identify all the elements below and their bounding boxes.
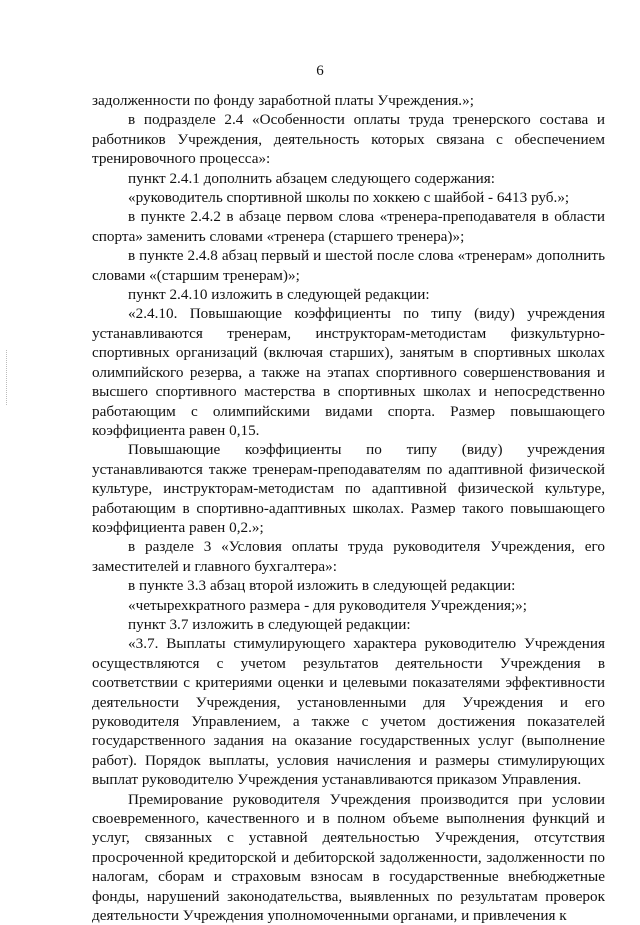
paragraph: Премирование руководителя Учреждения производится при условии своевременного, качественного и в полном объеме выполнения функций и услуг, связанных с уставной деятельностью Учреждения, отсутствия просроченной кредиторской и дебиторской задолженности, задолженности по налогам, сборам и страховым взносам в государственные внебюджетные фонды, нарушений законодательства, выявленных по результатам проверок деятельности Учреждения уполномоченными органами, и привлечения к xyxy=(92,790,605,925)
paragraph: в пункте 3.3 абзац второй изложить в следующей редакции: xyxy=(128,577,516,595)
paragraph: в разделе 3 «Условия оплаты труда руководителя Учреждения, его заместителей и главного бухгалтера»: xyxy=(92,538,605,575)
paragraph: задолженности по фонду заработной платы Учреждения.»; xyxy=(92,92,474,109)
paragraph: Повышающие коэффициенты по типу (виду) учреждения устанавливаются также тренерам-преподавателям по адаптивной физической культуре, инструкторам-методистам по адаптивной физической культуре, работающим в спортивно-адаптивных школах. Размер такого повышающего коэффициента равен 0,2.»; xyxy=(92,441,605,536)
paragraph: в пункте 2.4.2 в абзаце первом слова «тренера-преподавателя в области спорта» заменить словами «тренера (старшего тренера)»; xyxy=(92,208,605,245)
paragraph: в подразделе 2.4 «Особенности оплаты труда тренерского состава и работников Учреждения, деятельность которых связана с обеспечением тренировочного процесса»: xyxy=(92,111,605,168)
paragraph: «2.4.10. Повышающие коэффициенты по типу (виду) учреждения устанавливаются тренерам, инструкторам-методистам физкультурно-спортивных организаций (включая старших), занятым в спортивных школах олимпийского резерва, а также на этапах спортивного совершенствования и высшего спортивного мастерства в спортивных школах и непосредственно работающим с олимпийскими видами спорта. Размер повышающего коэффициента равен 0,15. xyxy=(92,305,605,439)
paragraph: «четырехкратного размера - для руководителя Учреждения;»; xyxy=(128,596,527,614)
paragraph: пункт 3.7 изложить в следующей редакции: xyxy=(128,615,411,633)
paragraph: пункт 2.4.1 дополнить абзацем следующего содержания: xyxy=(128,169,496,187)
page-number: 6 xyxy=(316,63,324,79)
paragraph: «руководитель спортивной школы по хоккею с шайбой - 6413 руб.»; xyxy=(128,189,570,207)
paragraph: «3.7. Выплаты стимулирующего характера руководителю Учреждения осуществляются с учетом результатов деятельности Учреждения в соответствии с критериями оценки и целевыми показателями эффективности деятельности Учреждения, установленными для Учреждения и его руководителя Управлением, а также с учетом достижения показателей государственного задания на оказание государственных услуг (выполнение работ). Порядок выплаты, условия начисления и размеры стимулирующих выплат руководителю Учреждения устанавливаются приказом Управления. xyxy=(92,635,605,789)
paragraph: пункт 2.4.10 изложить в следующей редакции: xyxy=(128,286,430,304)
document-body xyxy=(92,91,605,925)
margin-scan-marks xyxy=(6,350,9,405)
paragraph: в пункте 2.4.8 абзац первый и шестой после слова «тренерам» дополнить словами «(старшим тренерам)»; xyxy=(92,247,605,284)
